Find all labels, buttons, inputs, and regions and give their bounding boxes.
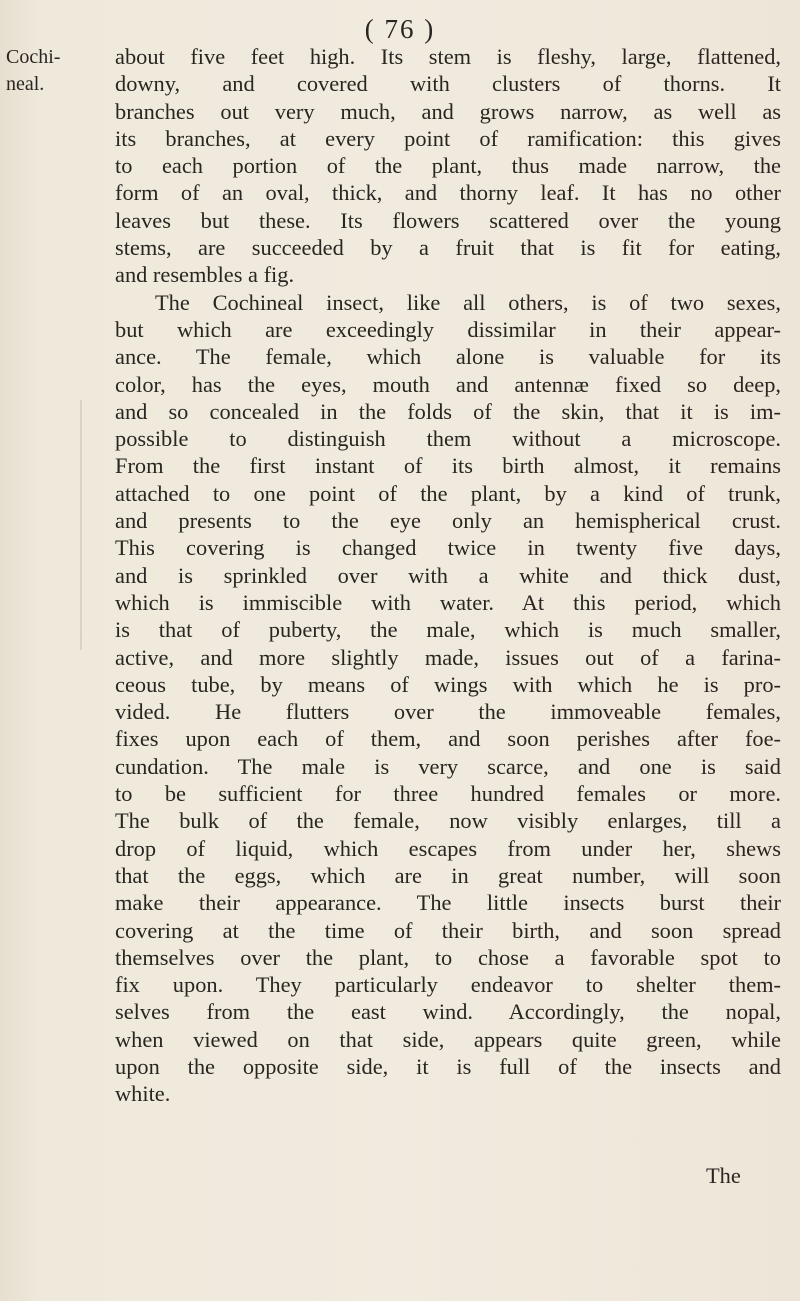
margin-note (6, 44, 96, 98)
text-line: and is sprinkled over with a white and thick dust, (115, 562, 781, 588)
text-line: which is immiscible with water. At this period, which (115, 589, 781, 615)
body-text (115, 43, 781, 1108)
text-line: and resembles a fig. (115, 262, 295, 288)
text-line: but which are exceedingly dissimilar in their appear- (115, 316, 781, 342)
text-line: and presents to the eye only an hemispherical crust. (115, 508, 781, 534)
text-line: is that of puberty, the male, which is much smaller, (115, 617, 781, 643)
text-line: and so concealed in the folds of the skin, that it is im- (115, 398, 781, 424)
margin-note-line: Cochi- (6, 46, 61, 68)
text-line: white. (115, 1081, 171, 1107)
catchword: The (706, 1163, 741, 1188)
text-line: leaves but these. Its flowers scattered over the young (115, 207, 781, 233)
margin-stain (80, 400, 82, 650)
text-line: possible to distinguish them without a microscope. (115, 426, 781, 452)
text-line: branches out very much, and grows narrow, as well as (115, 98, 781, 124)
text-line: attached to one point of the plant, by a kind of trunk, (115, 480, 781, 506)
text-line: This covering is changed twice in twenty five days, (115, 535, 781, 561)
text-line: upon the opposite side, it is full of the insects and (115, 1053, 781, 1079)
text-line: vided. He flutters over the immoveable females, (115, 699, 781, 725)
text-line: selves from the east wind. Accordingly, the nopal, (115, 999, 781, 1025)
text-line: ceous tube, by means of wings with which he is pro- (115, 671, 781, 697)
page-number: ( 76 ) (364, 14, 436, 44)
text-line: fix upon. They particularly endeavor to shelter them- (115, 972, 781, 998)
text-line: downy, and covered with clusters of thorns. It (115, 71, 781, 97)
text-line: covering at the time of their birth, and soon spread (115, 917, 781, 943)
text-line: stems, are succeeded by a fruit that is fit for eating, (115, 235, 781, 261)
text-line: to each portion of the plant, thus made narrow, the (115, 153, 781, 179)
text-line: ance. The female, which alone is valuable for its (115, 344, 781, 370)
text-line: about five feet high. Its stem is fleshy, large, flattened, (115, 44, 781, 69)
text-line: make their appearance. The little insects burst their (115, 890, 781, 916)
margin-note-line: neal. (6, 73, 45, 95)
text-line: fixes upon each of them, and soon perishes after foe- (115, 726, 781, 752)
text-line: drop of liquid, which escapes from under her, shews (115, 835, 781, 861)
text-line: to be sufficient for three hundred females or more. (115, 781, 781, 807)
text-line: its branches, at every point of ramification: this gives (115, 125, 781, 151)
text-line: themselves over the plant, to chose a favorable spot to (115, 944, 781, 970)
text-line: color, has the eyes, mouth and antennæ fixed so deep, (115, 371, 781, 397)
text-line: cundation. The male is very scarce, and one is said (115, 753, 781, 779)
text-line: when viewed on that side, appears quite green, while (115, 1026, 781, 1052)
text-line: From the first instant of its birth almost, it remains (115, 453, 781, 479)
text-line: that the eggs, which are in great number, will soon (115, 862, 781, 888)
text-line: form of an oval, thick, and thorny leaf. It has no other (115, 180, 781, 206)
text-line: The Cochineal insect, like all others, is of two sexes, (155, 289, 781, 315)
text-line: active, and more slightly made, issues out of a farina- (115, 644, 781, 670)
text-line: The bulk of the female, now visibly enlarges, till a (115, 808, 781, 834)
